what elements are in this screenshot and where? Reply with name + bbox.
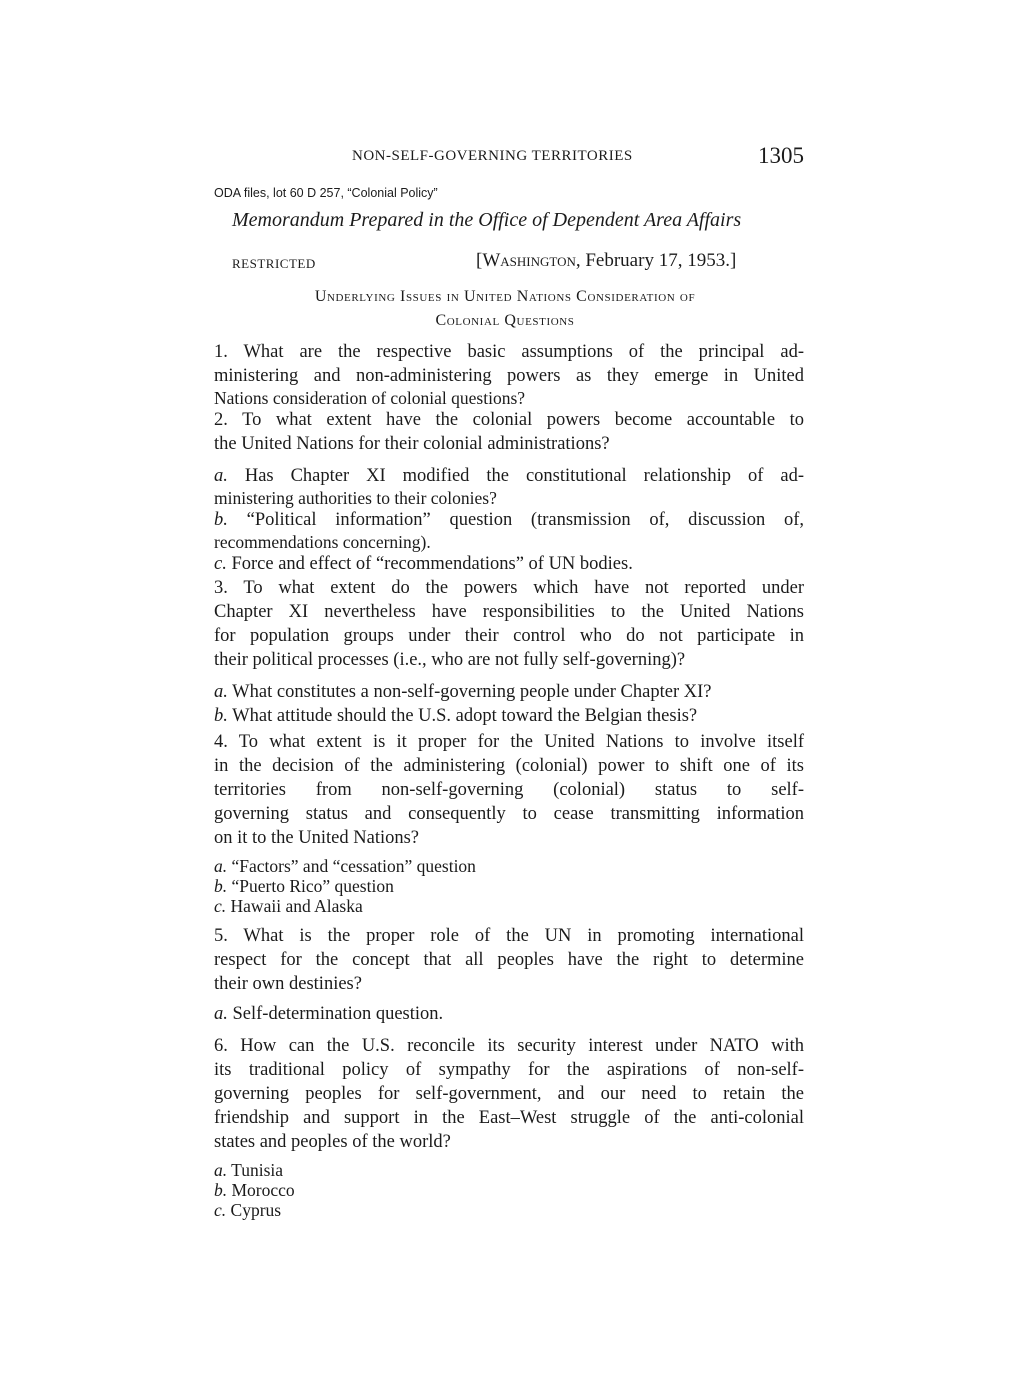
- q6-line: its traditional policy of sympathy for the aspirations of non-self-: [214, 1060, 804, 1080]
- q3-line: 3. To what extent do the powers which have not reported under: [214, 578, 804, 598]
- q2-item-b-cont: recommendations concerning).: [214, 532, 431, 552]
- question-2: [214, 408, 804, 456]
- question-5: [214, 924, 804, 996]
- q6-line: 6. How can the U.S. reconcile its security interest under NATO with: [214, 1036, 804, 1056]
- memo-title: Memorandum Prepared in the Office of Dependent Area Affairs: [232, 209, 742, 231]
- q3-line: their political processes (i.e., who are not fully self-governing)?: [214, 650, 686, 670]
- item-text: Self-determination question.: [227, 1004, 444, 1024]
- question-1: [214, 340, 804, 408]
- q3-item-b: [214, 704, 804, 728]
- item-letter: a.: [214, 682, 228, 702]
- q4-item-c: [214, 896, 804, 916]
- item-text: Has Chapter XI modified the constitutional relationship of ad-: [227, 466, 804, 486]
- item-text: “Political information” question (transmission of, discussion of,: [227, 510, 804, 530]
- q4-line: territories from non-self-governing (colonial) status to self-: [214, 780, 804, 800]
- item-letter: b.: [214, 510, 228, 530]
- item-letter: b.: [214, 1180, 228, 1200]
- dateline-date: , February 17, 1953.]: [575, 250, 737, 271]
- item-text: Tunisia: [227, 1160, 284, 1180]
- question-5-subitems: [214, 1002, 804, 1026]
- q2-line: the United Nations for their colonial administrations?: [214, 434, 610, 454]
- q4-line: 4. To what extent is it proper for the United Nations to involve itself: [214, 732, 804, 752]
- item-text: What constitutes a non-self-governing people under Chapter XI?: [227, 682, 712, 702]
- q5-line: respect for the concept that all peoples have the right to determine: [214, 950, 804, 970]
- question-3: [214, 576, 804, 672]
- question-6-subitems: [214, 1160, 804, 1220]
- q5-line: 5. What is the proper role of the UN in promoting international: [214, 926, 804, 946]
- q4-line: in the decision of the administering (colonial) power to shift one of its: [214, 756, 804, 776]
- item-letter: a.: [214, 466, 228, 486]
- question-4: [214, 730, 804, 850]
- dateline-place: Washington: [482, 250, 576, 271]
- item-text: “Puerto Rico” question: [227, 876, 394, 896]
- q5-item-a: [214, 1002, 804, 1026]
- item-text: Force and effect of “recommendations” of UN bodies.: [226, 554, 633, 574]
- q2-item-c: [214, 552, 804, 576]
- item-letter: b.: [214, 706, 228, 726]
- dateline-bracket: [: [476, 250, 483, 271]
- question-4-subitems: [214, 856, 804, 916]
- item-letter: b.: [214, 876, 228, 896]
- item-text: Cyprus: [226, 1200, 282, 1220]
- q2-item-a-cont: ministering authorities to their colonies?: [214, 488, 497, 508]
- question-6: [214, 1034, 804, 1154]
- q6-line: states and peoples of the world?: [214, 1132, 451, 1152]
- item-text: “Factors” and “cessation” question: [227, 856, 476, 876]
- item-text: Morocco: [227, 1180, 295, 1200]
- q3-line: for population groups under their control who do not participate in: [214, 626, 804, 646]
- item-letter: a.: [214, 1004, 228, 1024]
- q6-line: friendship and support in the East–West struggle of the anti-colonial: [214, 1108, 804, 1128]
- document-title-line-1: Underlying Issues in United Nations Consideration of: [314, 288, 696, 305]
- item-letter: c.: [214, 554, 227, 574]
- q2-item-a: [214, 464, 804, 488]
- q6-item-a: [214, 1160, 804, 1180]
- q6-item-c: [214, 1200, 804, 1220]
- item-letter: c.: [214, 1200, 227, 1220]
- source-note: ODA files, lot 60 D 257, “Colonial Policy”: [214, 186, 438, 200]
- page-number: 1305: [758, 143, 804, 168]
- item-letter: a.: [214, 1160, 228, 1180]
- q1-line: ministering and non-administering powers as they emerge in United: [214, 366, 804, 386]
- q1-line: Nations consideration of colonial questions?: [214, 388, 526, 408]
- q2-item-b: [214, 508, 804, 532]
- document-title-line-2: Colonial Questions: [435, 312, 575, 329]
- dateline: [476, 250, 736, 272]
- running-header: NON-SELF-GOVERNING TERRITORIES: [352, 148, 633, 164]
- item-text: What attitude should the U.S. adopt toward the Belgian thesis?: [227, 706, 698, 726]
- q3-line: Chapter XI nevertheless have responsibilities to the United Nations: [214, 602, 804, 622]
- q6-line: governing peoples for self-government, and our need to retain the: [214, 1084, 804, 1104]
- q4-line: on it to the United Nations?: [214, 828, 420, 848]
- q1-line: 1. What are the respective basic assumptions of the principal ad-: [214, 342, 804, 362]
- item-letter: c.: [214, 896, 227, 916]
- q6-item-b: [214, 1180, 804, 1200]
- item-text: Hawaii and Alaska: [226, 896, 363, 916]
- question-2-subitems: [214, 464, 804, 576]
- item-letter: a.: [214, 856, 228, 876]
- classification-label: RESTRICTED: [232, 256, 316, 271]
- q4-item-a: [214, 856, 804, 876]
- q2-line: 2. To what extent have the colonial powers become accountable to: [214, 410, 804, 430]
- q3-item-a: [214, 680, 804, 704]
- question-3-subitems: [214, 680, 804, 728]
- q4-line: governing status and consequently to cease transmitting information: [214, 804, 804, 824]
- q5-line: their own destinies?: [214, 974, 362, 994]
- q4-item-b: [214, 876, 804, 896]
